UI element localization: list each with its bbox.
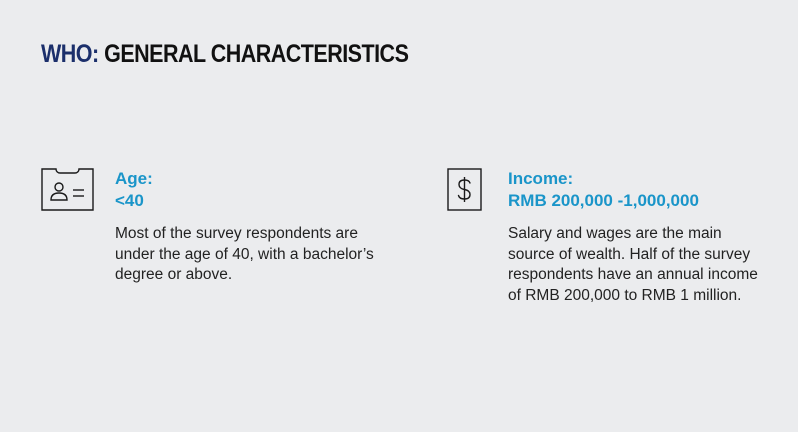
title-prefix: WHO:	[41, 40, 99, 68]
income-card-body	[508, 168, 768, 306]
dollar-sign-icon	[447, 168, 482, 216]
age-heading-label: Age:	[115, 169, 153, 188]
income-heading-label: Income:	[508, 169, 574, 188]
title-main: GENERAL CHARACTERISTICS	[104, 40, 409, 68]
age-heading-value: <40	[115, 191, 144, 210]
age-description: Most of the survey respondents are under the age of 40, with a bachelor’s degree or above.	[115, 225, 374, 283]
income-heading-value: RMB 200,000 -1,000,000	[508, 191, 699, 210]
age-card-body	[115, 168, 381, 286]
age-heading	[115, 168, 381, 212]
page-title	[41, 38, 408, 70]
id-card-icon	[41, 168, 94, 216]
income-heading	[508, 168, 768, 212]
income-description: Salary and wages are the main source of wealth. Half of the survey respondents have an annual income of RMB 200,000 to RMB 1 million.	[508, 225, 758, 304]
